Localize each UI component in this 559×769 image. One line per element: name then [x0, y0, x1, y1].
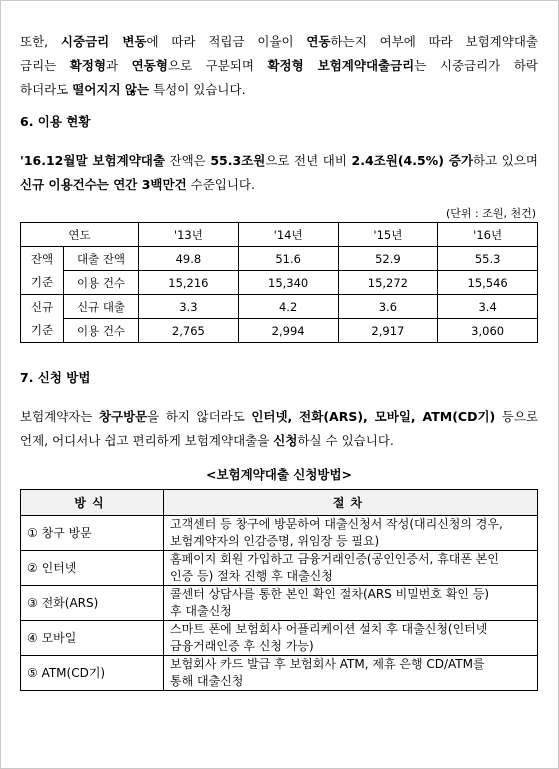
row-label: 이용 건수 [64, 271, 139, 295]
table-header-cell: '16년 [438, 223, 538, 247]
paragraph-usage [20, 149, 538, 197]
text-bold: 2.4조원(4.5%) 증가 [351, 153, 474, 168]
text: 후 대출신청 [170, 604, 232, 618]
text: 는 시중금리가 하락 [414, 58, 538, 73]
text: 등으로 [495, 409, 538, 424]
text-bold: 신규 이용건수는 연간 3백만건 [20, 177, 187, 192]
text-bold: 신청 [273, 433, 298, 448]
table-header-cell: 절차 [164, 490, 538, 516]
text: 또한, [20, 34, 61, 49]
procedure-cell [164, 516, 538, 551]
row-label: 이용 건수 [64, 319, 139, 343]
group-label [21, 247, 64, 295]
text: 신규 [30, 299, 54, 314]
table-cell: 4.2 [238, 295, 338, 319]
text: 잔액은 [164, 153, 211, 168]
usage-table [20, 222, 538, 343]
procedure-cell [164, 656, 538, 691]
text: 보험회사 카드 발급 후 보험회사 ATM, 제휴 은행 CD/ATM를 [170, 657, 485, 671]
unit-note: (단위 : 조원, 천건) [445, 207, 536, 220]
text-bold: 인터넷, 전화(ARS), 모바일, ATM(CD기) [251, 409, 496, 424]
text-bold: 확정형 [69, 58, 107, 73]
text-bold: 확정형 보험계약대출금리 [267, 58, 415, 73]
table-cell: 3.4 [438, 295, 538, 319]
method-cell: ⑤ ATM(CD기) [21, 656, 164, 691]
paragraph-application [20, 405, 538, 453]
text: 인증 등) 절차 진행 후 대출신청 [170, 569, 333, 583]
text: 하실 수 있습니다. [297, 433, 394, 448]
section-heading-usage: 6. 이용 현황 [20, 114, 91, 129]
table-cell: 55.3 [438, 247, 538, 271]
text: 기준 [30, 322, 54, 337]
table-cell: 3.3 [139, 295, 239, 319]
table-cell: 3.6 [338, 295, 438, 319]
text: 수준입니다. [186, 177, 255, 192]
text: 으로 구분되며 [167, 58, 268, 73]
table-header-row [21, 490, 538, 516]
table-row [21, 516, 538, 551]
table-header-cell: '13년 [139, 223, 239, 247]
table-cell: 15,340 [238, 271, 338, 295]
table-header-cell: 연도 [21, 223, 139, 247]
application-methods-table [20, 489, 538, 691]
table-cell: 15,546 [438, 271, 538, 295]
table-row [21, 271, 538, 295]
table-row [21, 319, 538, 343]
text: 기준 [30, 274, 54, 289]
table-header-cell: 방식 [21, 490, 164, 516]
text: 에 따라 적립금 이율이 [146, 34, 307, 49]
method-cell: ① 창구 방문 [21, 516, 164, 551]
text: 홈페이지 회원 가입하고 금융거래인증(공인인증서, 휴대폰 본인 [170, 552, 499, 566]
text-bold: 연동형 [131, 58, 168, 73]
group-label [21, 295, 64, 343]
method-cell: ③ 전화(ARS) [21, 586, 164, 621]
table-cell: 15,272 [338, 271, 438, 295]
text: 보험계약자의 인감증명, 위임장 등 필요) [170, 534, 380, 548]
table-cell: 52.9 [338, 247, 438, 271]
procedure-cell [164, 586, 538, 621]
text: 통해 대출신청 [170, 674, 244, 688]
paragraph-interest-type [20, 30, 538, 102]
table-row [21, 621, 538, 656]
table-row [21, 247, 538, 271]
text: 보험계약자는 [20, 409, 99, 424]
text-bold: 연동 [306, 34, 331, 49]
table-header-row [21, 223, 538, 247]
text: 특성이 있습니다. [149, 82, 246, 97]
text: 하고 있으며 [473, 153, 538, 168]
table-header-cell: '14년 [238, 223, 338, 247]
table-cell: 2,765 [139, 319, 239, 343]
text: 스마트 폰에 보험회사 어플리케이션 설치 후 대출신청(인터넷 [170, 622, 488, 636]
text: 금융거래인증 후 신청 가능) [170, 639, 314, 653]
text: 콜센터 상담사를 통한 본인 확인 절차(ARS 비밀번호 확인 등) [170, 587, 490, 601]
table-cell: 49.8 [139, 247, 239, 271]
text: 하는지 여부에 따라 보험계약대출 [330, 34, 538, 49]
text: 으로 전년 대비 [265, 153, 352, 168]
table-cell: 2,994 [238, 319, 338, 343]
table-cell: 2,917 [338, 319, 438, 343]
procedure-cell [164, 551, 538, 586]
text: 금리는 [20, 58, 70, 73]
text: 하더라도 [20, 82, 73, 97]
text-bold: '16.12월말 보험계약대출 [20, 153, 165, 168]
method-cell: ④ 모바일 [21, 621, 164, 656]
text: 언제, 어디서나 쉽고 편리하게 보험계약대출을 [20, 433, 274, 448]
table-row [21, 586, 538, 621]
text: 과 [106, 58, 132, 73]
table-header-cell: '15년 [338, 223, 438, 247]
table-cell: 51.6 [238, 247, 338, 271]
row-label: 신규 대출 [64, 295, 139, 319]
text: 고객센터 등 창구에 방문하여 대출신청서 작성(대리신청의 경우, [170, 517, 503, 531]
text: 잔액 [30, 251, 54, 266]
table-row [21, 656, 538, 691]
text: 을 하지 않더라도 [147, 409, 252, 424]
table-cell: 3,060 [438, 319, 538, 343]
text-bold: 창구방문 [98, 409, 148, 424]
table-title: <보험계약대출 신청방법> [205, 467, 353, 482]
text-bold: 55.3조원 [210, 153, 266, 168]
procedure-cell [164, 621, 538, 656]
text-bold: 떨어지지 않는 [72, 82, 150, 97]
section-heading-application: 7. 신청 방법 [20, 370, 91, 385]
table-row [21, 295, 538, 319]
text-bold: 시중금리 변동 [60, 34, 147, 49]
method-cell: ② 인터넷 [21, 551, 164, 586]
row-label: 대출 잔액 [64, 247, 139, 271]
table-row [21, 551, 538, 586]
table-cell: 15,216 [139, 271, 239, 295]
